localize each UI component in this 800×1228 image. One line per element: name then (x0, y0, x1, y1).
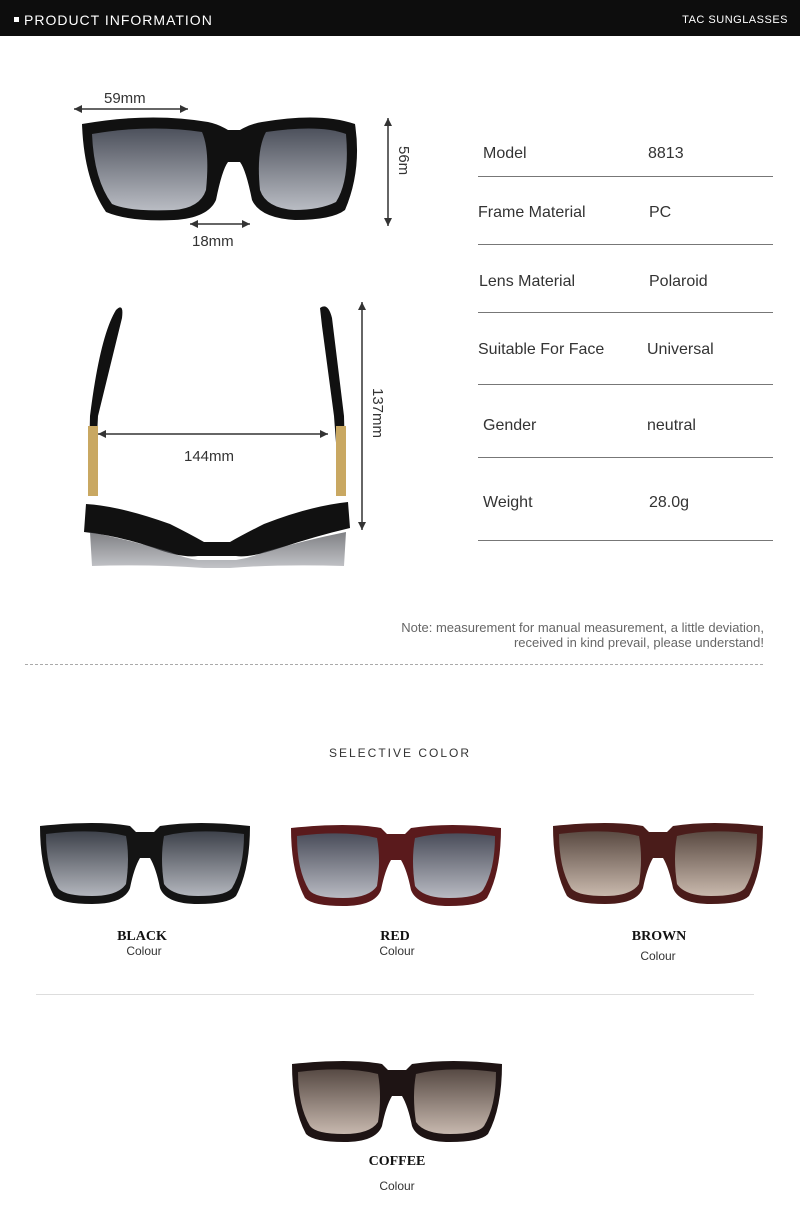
color-divider (36, 994, 754, 995)
spec-key: Suitable For Face (478, 341, 605, 358)
color-sub-brown: Colour (640, 949, 676, 963)
color-sub-coffee: Colour (379, 1179, 415, 1193)
selective-color-title: SELECTIVE COLOR (328, 746, 472, 760)
lens-width-label: 59mm (104, 90, 146, 107)
note-line-1: Note: measurement for manual measurement, a little deviation, (401, 620, 764, 635)
brand-title: TAC SUNGLASSES (682, 14, 788, 26)
spec-value: 8813 (648, 145, 684, 162)
color-sub-black: Colour (126, 944, 162, 958)
spec-value: neutral (647, 417, 696, 434)
color-name-black: BLACK (117, 929, 167, 944)
color-sub-red: Colour (379, 944, 415, 958)
spec-key: Lens Material (479, 273, 576, 290)
bullet-square-icon (14, 17, 19, 22)
color-name-brown: BROWN (631, 929, 687, 944)
spec-value: Polaroid (649, 273, 708, 290)
spec-value: Universal (647, 341, 714, 358)
spec-row (478, 385, 773, 458)
front-view-glasses (70, 90, 420, 250)
frame-width-label: 144mm (184, 448, 235, 465)
header-left (14, 12, 213, 28)
header-bar (0, 0, 800, 36)
spec-value: 28.0g (649, 494, 690, 511)
glasses-coffee[interactable] (288, 1056, 506, 1148)
spec-key: Weight (483, 494, 533, 511)
spec-row (478, 458, 773, 541)
glasses-brown[interactable] (548, 818, 768, 910)
dotted-divider (25, 664, 763, 665)
top-view-glasses (80, 296, 390, 572)
spec-key: Model (483, 145, 527, 162)
bridge-label: 18mm (192, 233, 234, 250)
spec-row (478, 245, 773, 313)
spec-row (478, 313, 773, 385)
spec-key: Gender (483, 417, 537, 434)
glasses-red[interactable] (288, 820, 504, 912)
spec-key: Frame Material (478, 204, 586, 221)
color-name-coffee: COFFEE (368, 1154, 426, 1169)
spec-row (478, 130, 773, 177)
spec-row (478, 177, 773, 245)
measurement-note (401, 620, 764, 650)
note-line-2: received in kind prevail, please understand! (513, 635, 764, 650)
temple-length-label: 137mm (369, 388, 386, 439)
color-name-red: RED (380, 929, 410, 944)
spec-value: PC (649, 204, 672, 221)
product-information-title: PRODUCT INFORMATION (24, 12, 213, 28)
glasses-black[interactable] (38, 818, 252, 910)
lens-height-label: 56m (395, 146, 412, 176)
